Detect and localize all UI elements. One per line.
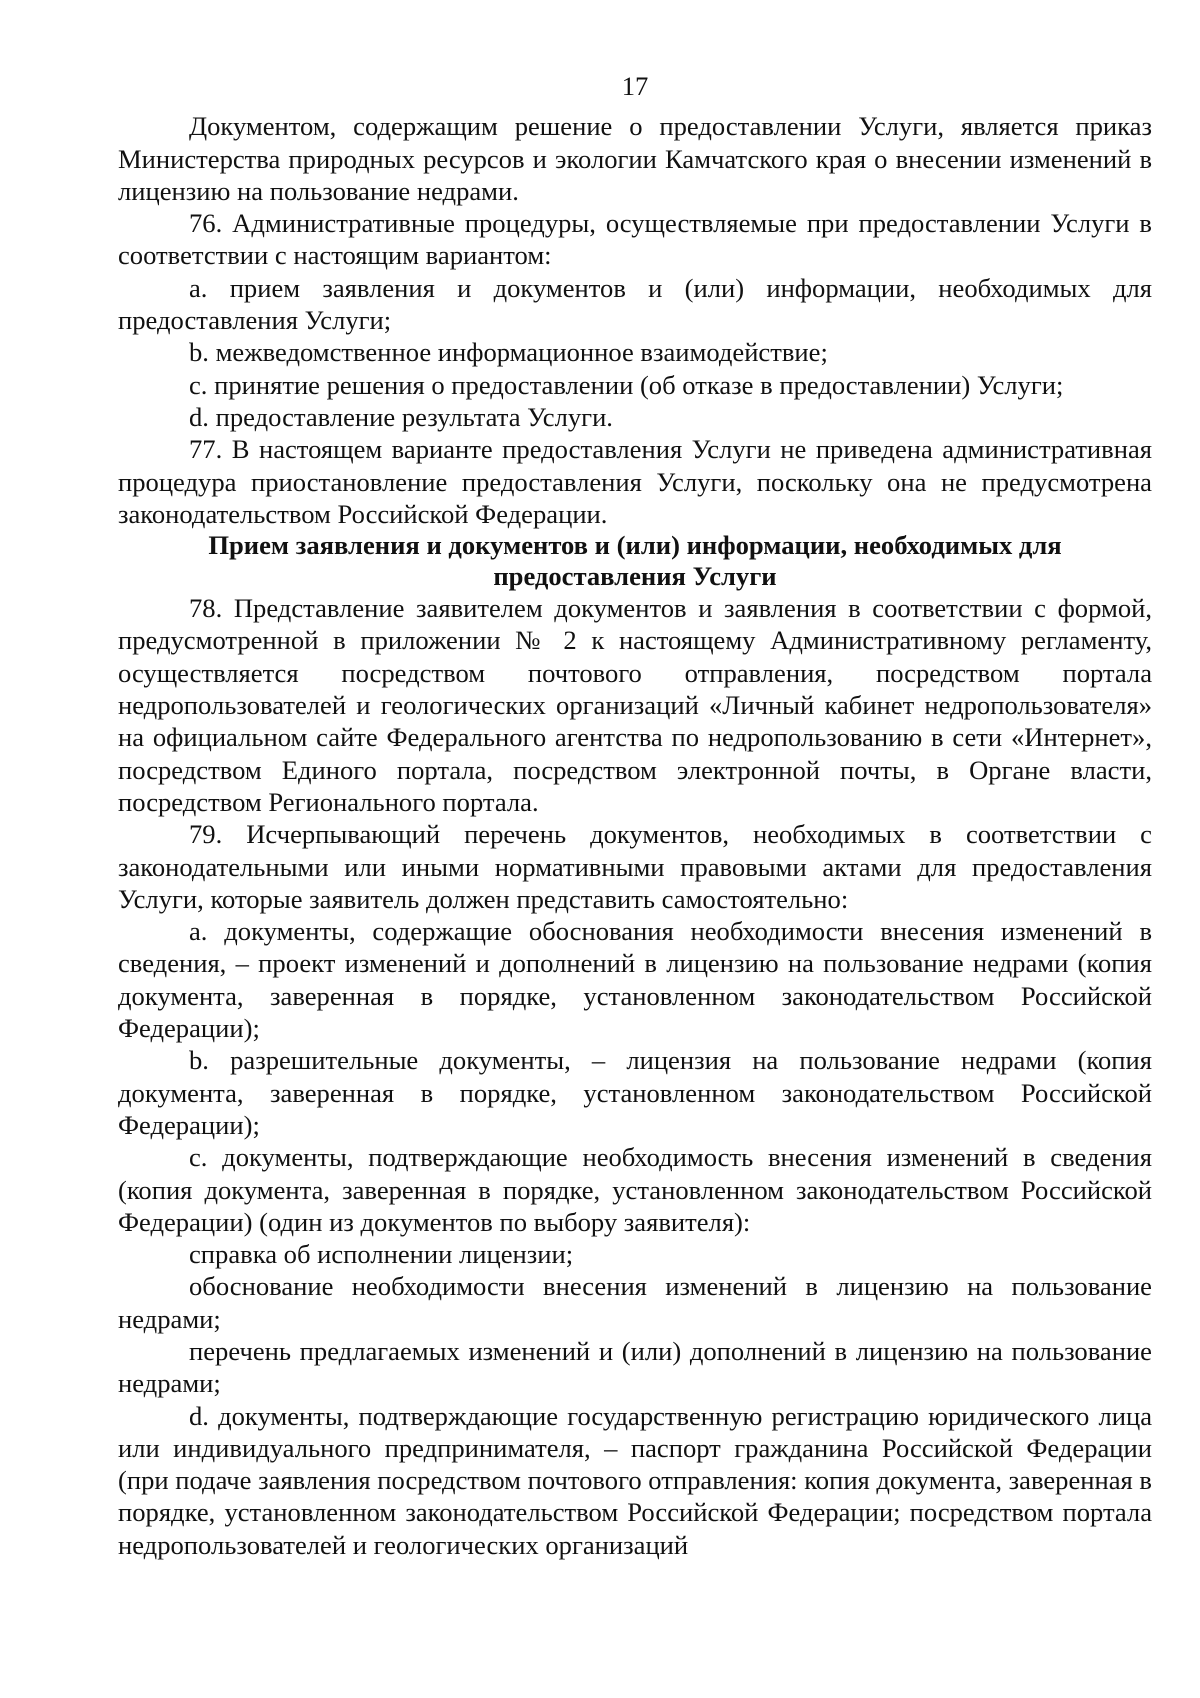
paragraph-76: 76. Административные процедуры, осуществляемые при предоставлении Услуги в соответствии с настоящим вариантом: [118,208,1152,271]
paragraph-77: 77. В настоящем варианте предоставления Услуги не приведена административная процедура приостановление предоставления Услуги, поскольку она не предусмотрена законодательством Российской Федерации. [118,434,1152,529]
list-item-79-c-option-1: справка об исполнении лицензии; [189,1239,574,1270]
list-item-79-b: b. разрешительные документы, – лицензия на пользование недрами (копия документа, заверенная в порядке, установленном законодательством Российской Федерации); [118,1045,1152,1140]
list-item-79-c: c. документы, подтверждающие необходимость внесения изменений в сведения (копия документа, заверенная в порядке, установленном законодательством Российской Федерации) (один из документов по выбору заявителя): [118,1142,1152,1237]
list-item-76-a: a. прием заявления и документов и (или) информации, необходимых для предоставления Услуги; [118,272,1152,336]
section-heading-line-2: предоставления Услуги [493,561,777,592]
page-number: 17 [621,71,649,101]
paragraph-79: 79. Исчерпывающий перечень документов, необходимых в соответствии с законодательными или иными нормативными правовыми актами для предоставления Услуги, которые заявитель должен представить самостоятельно: [118,819,1152,914]
section-heading-line-1: Прием заявления и документов и (или) информации, необходимых для [208,530,1062,561]
list-item-76-c: c. принятие решения о предоставлении (об отказе в предоставлении) Услуги; [189,369,1064,400]
list-item-79-c-option-3: перечень предлагаемых изменений и (или) дополнений в лицензию на пользование недрами; [118,1335,1152,1399]
list-item-79-c-option-2: обоснование необходимости внесения изменений в лицензию на пользование недрами; [118,1271,1152,1334]
paragraph-78: 78. Представление заявителем документов и заявления в соответствии с формой, предусмотренной в приложении № 2 к настоящему Административному регламенту, осуществляется посредством почтового отправления, посредством портала недропользователей и геологических организаций «Личный кабинет недропользователя» на официальном сайте Федерального агентства по недропользованию в сети «Интернет», посредством Единого портала, посредством электронной почты, в Органе власти, посредством Регионального портала. [118,593,1152,817]
list-item-79-a: a. документы, содержащие обоснования необходимости внесения изменений в сведения, – проект изменений и дополнений в лицензию на пользование недрами (копия документа, заверенная в порядке, установленном законодательством Российской Федерации); [118,916,1152,1044]
document-page [118,70,1152,1561]
paragraph-result-document: Документом, содержащим решение о предоставлении Услуги, является приказ Министерства природных ресурсов и экологии Камчатского края о внесении изменений в лицензию на пользование недрами. [118,111,1152,206]
list-item-76-d: d. предоставление результата Услуги. [189,401,613,432]
section-heading [118,530,1152,592]
list-item-79-d: d. документы, подтверждающие государственную регистрацию юридического лица или индивидуального предпринимателя, – паспорт гражданина Российской Федерации (при подаче заявления посредством почтового отправления: копия документа, заверенная в порядке, установленном законодательством Российской Федерации; посредством портала недропользователей и геологических организаций [118,1400,1152,1560]
list-item-76-b: b. межведомственное информационное взаимодействие; [189,337,828,368]
